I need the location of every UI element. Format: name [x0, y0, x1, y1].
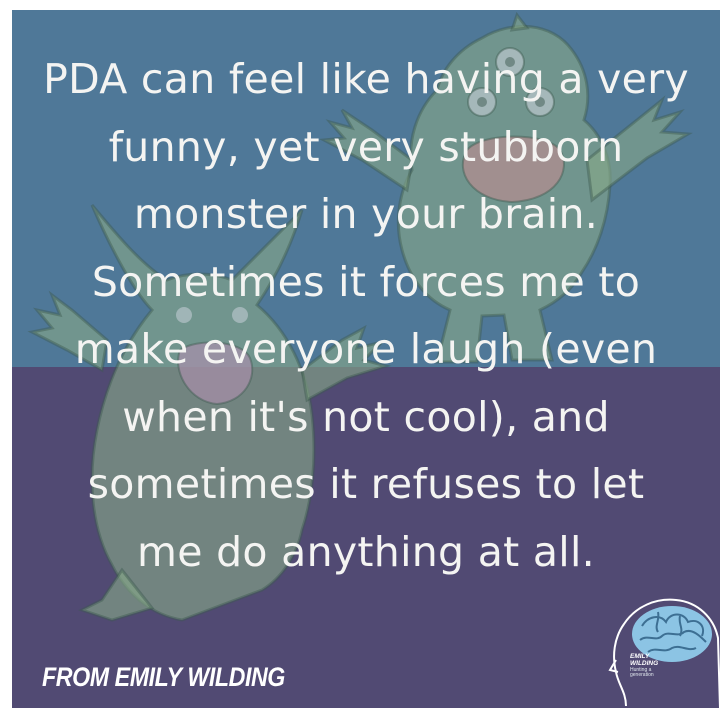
quote-card: [12, 10, 720, 708]
logo-name: EMILY WILDING: [630, 653, 659, 667]
quote-line: sometimes it refuses to let: [87, 460, 645, 508]
logo-tagline: Hunting a generation: [630, 667, 654, 678]
logo-text: [630, 654, 670, 678]
quote-line: when it's not cool), and: [122, 392, 610, 441]
quote-line: monster in your brain.: [133, 190, 599, 238]
credit-text: FROM EMILY WILDING: [42, 662, 285, 692]
quote-line: me do anything at all.: [137, 527, 595, 576]
quote-line: Sometimes it forces me to: [91, 257, 641, 306]
brand-logo: [608, 586, 720, 708]
quote-line: PDA can feel like having a very: [43, 55, 689, 103]
quote-text: [12, 46, 720, 586]
quote-line: make everyone laugh (even: [74, 325, 658, 373]
quote-line: funny, yet very stubborn: [108, 122, 624, 171]
brain-head-icon: [608, 586, 720, 708]
